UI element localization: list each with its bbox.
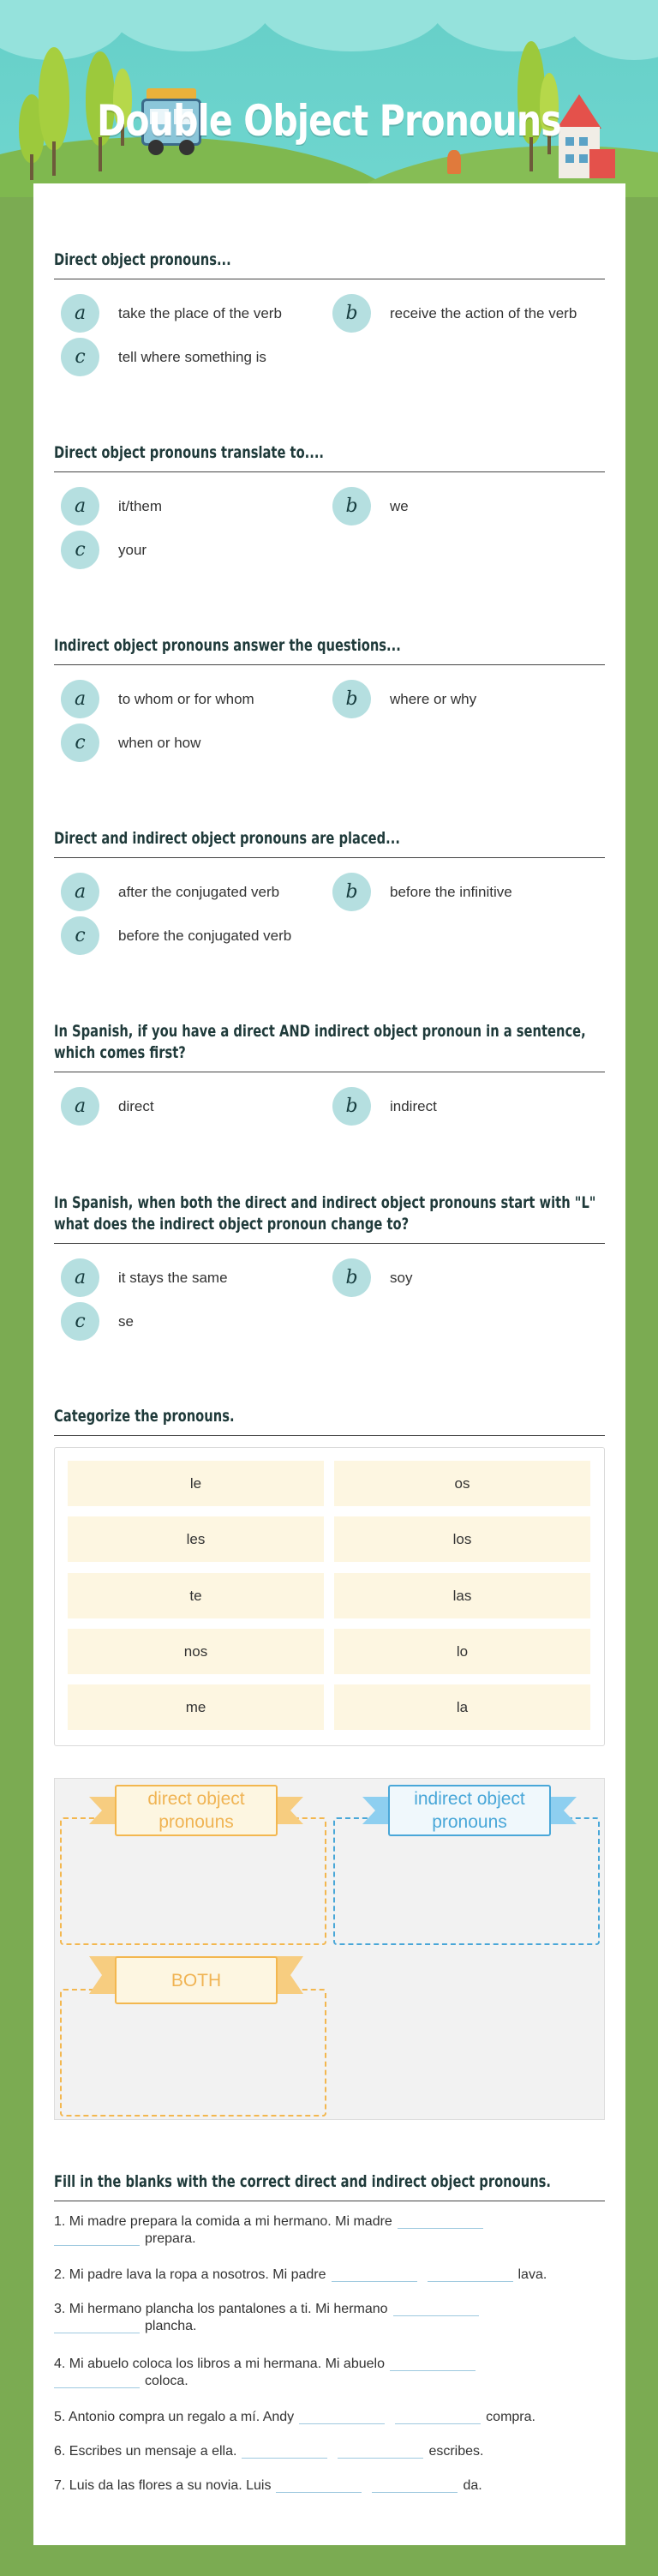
option-c[interactable] <box>61 916 291 955</box>
blank-input[interactable] <box>398 2215 483 2229</box>
divider <box>54 1243 605 1244</box>
option-letter: b <box>332 680 371 718</box>
category-label-direct: direct object pronouns <box>89 1785 303 1836</box>
option-text: indirect <box>390 1097 437 1114</box>
sentence-3: 3. Mi hermano plancha los pantalones a ti. Mi hermano plancha. <box>54 2301 605 2335</box>
blank-input[interactable] <box>372 2479 458 2493</box>
option-b[interactable] <box>332 1258 412 1297</box>
blank-input[interactable] <box>393 2303 479 2316</box>
drop-zone-both[interactable] <box>60 1989 326 2117</box>
option-text: soy <box>390 1269 413 1286</box>
option-b[interactable] <box>332 1087 437 1126</box>
question-6 <box>54 1192 605 1332</box>
option-text: we <box>390 497 409 514</box>
option-b[interactable] <box>332 294 577 333</box>
divider <box>54 857 605 858</box>
blank-input[interactable] <box>428 2268 513 2282</box>
page-title: Double Object Pronouns <box>97 96 561 146</box>
option-letter: a <box>61 294 99 333</box>
blank-input[interactable] <box>54 2232 140 2246</box>
sentence-5: 5. Antonio compra un regalo a mí. Andy compra. <box>54 2410 535 2424</box>
option-b[interactable] <box>332 487 409 525</box>
blank-input[interactable] <box>54 2375 140 2388</box>
option-text: direct <box>118 1097 154 1114</box>
option-letter: b <box>332 1258 371 1297</box>
option-letter: a <box>61 680 99 718</box>
option-letter: b <box>332 1087 371 1126</box>
pronoun-chip[interactable]: nos <box>68 1629 324 1674</box>
option-letter: a <box>61 1258 99 1297</box>
header-banner <box>0 0 658 197</box>
pronoun-chip[interactable]: les <box>68 1516 324 1562</box>
option-c[interactable] <box>61 531 147 569</box>
divider <box>54 471 605 472</box>
option-letter: c <box>61 338 99 376</box>
question-3 <box>54 635 605 754</box>
option-letter: b <box>332 487 371 525</box>
pronoun-chip[interactable]: los <box>334 1516 590 1562</box>
pronoun-chip[interactable]: la <box>334 1684 590 1730</box>
pronoun-chip[interactable]: las <box>334 1573 590 1618</box>
option-c[interactable] <box>61 1302 134 1341</box>
fox-icon <box>447 150 461 174</box>
blank-input[interactable] <box>395 2411 481 2424</box>
categorize-question <box>54 1406 605 1436</box>
sentence-4: 4. Mi abuelo coloca los libros a mi hermana. Mi abuelo coloca. <box>54 2356 605 2390</box>
option-a[interactable] <box>61 294 282 333</box>
option-text: it stays the same <box>118 1269 228 1286</box>
option-b[interactable] <box>332 873 512 911</box>
cloud <box>565 0 658 60</box>
question-prompt: Direct and indirect object pronouns are placed... <box>54 829 400 848</box>
category-bins <box>54 1778 605 2120</box>
sentence-7: 7. Luis da las flores a su novia. Luis da. <box>54 2478 482 2493</box>
question-2 <box>54 442 605 561</box>
option-letter: b <box>332 294 371 333</box>
question-prompt-line1: In Spanish, if you have a direct AND indirect object pronoun in a sentence, <box>54 1022 586 1041</box>
option-text: before the infinitive <box>390 883 512 900</box>
pronoun-chip[interactable]: me <box>68 1684 324 1730</box>
fill-question <box>54 2171 605 2201</box>
question-prompt-line2: what does the indirect object pronoun change to? <box>54 1215 410 1234</box>
pronoun-chip[interactable]: le <box>68 1461 324 1506</box>
pronoun-chip[interactable]: os <box>334 1461 590 1506</box>
option-a[interactable] <box>61 680 254 718</box>
sentence-1: 1. Mi madre prepara la comida a mi hermano. Mi madre prepara. <box>54 2213 605 2248</box>
question-1 <box>54 249 605 368</box>
blank-input[interactable] <box>299 2411 385 2424</box>
question-prompt: Direct object pronouns translate to.... <box>54 443 325 462</box>
option-letter: c <box>61 916 99 955</box>
option-a[interactable] <box>61 1258 228 1297</box>
option-letter: a <box>61 1087 99 1126</box>
sentence-2: 2. Mi padre lava la ropa a nosotros. Mi padre lava. <box>54 2267 547 2282</box>
question-prompt: Indirect object pronouns answer the questions... <box>54 636 401 655</box>
option-a[interactable] <box>61 873 279 911</box>
option-letter: a <box>61 487 99 525</box>
sentence-6: 6. Escribes un mensaje a ella. escribes. <box>54 2444 484 2459</box>
option-text: tell where something is <box>118 348 266 365</box>
blank-input[interactable] <box>338 2445 423 2459</box>
option-text: it/them <box>118 497 163 514</box>
divider <box>54 1435 605 1436</box>
category-label-both: BOTH <box>89 1956 303 2008</box>
option-text: to whom or for whom <box>118 690 254 707</box>
option-text: take the place of the verb <box>118 304 282 321</box>
divider <box>54 664 605 665</box>
blank-input[interactable] <box>242 2445 327 2459</box>
blank-input[interactable] <box>332 2268 417 2282</box>
drop-zone-indirect[interactable] <box>333 1817 600 1945</box>
option-letter: c <box>61 1302 99 1341</box>
option-a[interactable] <box>61 487 162 525</box>
question-prompt: Categorize the pronouns. <box>54 1407 235 1426</box>
question-prompt-line2: which comes first? <box>54 1043 186 1062</box>
pronoun-chip-bank <box>54 1447 605 1746</box>
option-letter: b <box>332 873 371 911</box>
option-c[interactable] <box>61 724 200 762</box>
blank-input[interactable] <box>54 2320 140 2333</box>
blank-input[interactable] <box>276 2479 362 2493</box>
option-a[interactable] <box>61 1087 154 1126</box>
option-text: receive the action of the verb <box>390 304 577 321</box>
cloud <box>257 0 446 51</box>
fill-in-list <box>54 2213 605 2531</box>
question-5 <box>54 1021 605 1117</box>
question-4 <box>54 828 605 946</box>
option-text: after the conjugated verb <box>118 883 280 900</box>
option-text: when or how <box>118 734 201 751</box>
worksheet-card <box>33 183 625 2545</box>
question-prompt: Fill in the blanks with the correct direct and indirect object pronouns. <box>54 2172 552 2191</box>
option-letter: c <box>61 724 99 762</box>
pronoun-chip[interactable]: te <box>68 1573 324 1618</box>
option-b[interactable] <box>332 680 476 718</box>
option-text: before the conjugated verb <box>118 927 292 944</box>
option-text: se <box>118 1312 134 1330</box>
drop-zone-direct[interactable] <box>60 1817 326 1945</box>
cloud <box>103 0 274 51</box>
option-text: your <box>118 541 147 558</box>
category-label-indirect: indirect object pronouns <box>362 1785 577 1836</box>
blank-input[interactable] <box>390 2357 476 2371</box>
option-c[interactable] <box>61 338 266 376</box>
question-prompt: Direct object pronouns... <box>54 250 231 269</box>
pronoun-chip[interactable]: lo <box>334 1629 590 1674</box>
option-text: where or why <box>390 690 477 707</box>
option-letter: a <box>61 873 99 911</box>
option-letter: c <box>61 531 99 569</box>
question-prompt-line1: In Spanish, when both the direct and indirect object pronouns start with "L" <box>54 1193 596 1212</box>
